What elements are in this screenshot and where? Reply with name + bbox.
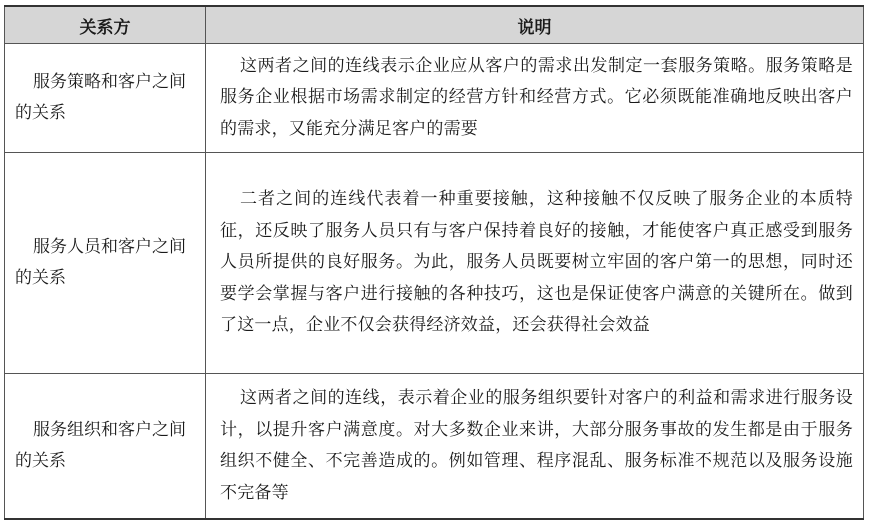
- header-description: 说明: [206, 6, 864, 44]
- description-cell: 二者之间的连线代表着一种重要接触，这种接触不仅反映了服务企业的本质特征，还反映了服务人员只有与客户保持着良好的接触，才能使客户真正感受到服务人员所提供的良好服务。为此，服务人员既要树立牢固的客户第一的思想，同时还要学会掌握与客户进行接触的各种技巧，这也是保证使客户满意的关键所在。做到了这一点，企业不仅会获得经济效益，还会获得社会效益: [206, 153, 864, 374]
- table-row: [5, 374, 864, 520]
- table-row: [5, 44, 864, 153]
- party-cell: 服务人员和客户之间的关系: [5, 153, 206, 374]
- party-cell: 服务组织和客户之间的关系: [5, 374, 206, 520]
- description-cell: 这两者之间的连线表示企业应从客户的需求出发制定一套服务策略。服务策略是服务企业根据市场需求制定的经营方针和经营方式。它必须既能准确地反映出客户的需求，又能充分满足客户的需要: [206, 44, 864, 153]
- party-cell: 服务策略和客户之间的关系: [5, 44, 206, 153]
- description-cell: 这两者之间的连线，表示着企业的服务组织要针对客户的利益和需求进行服务设计，以提升客户满意度。对大多数企业来讲，大部分服务事故的发生都是由于服务组织不健全、不完善造成的。例如管理、程序混乱、服务标准不规范以及服务设施不完备等: [206, 374, 864, 520]
- header-party: 关系方: [5, 6, 206, 44]
- relationship-table: [4, 5, 864, 520]
- table-row: [5, 153, 864, 374]
- table-header-row: [5, 6, 864, 44]
